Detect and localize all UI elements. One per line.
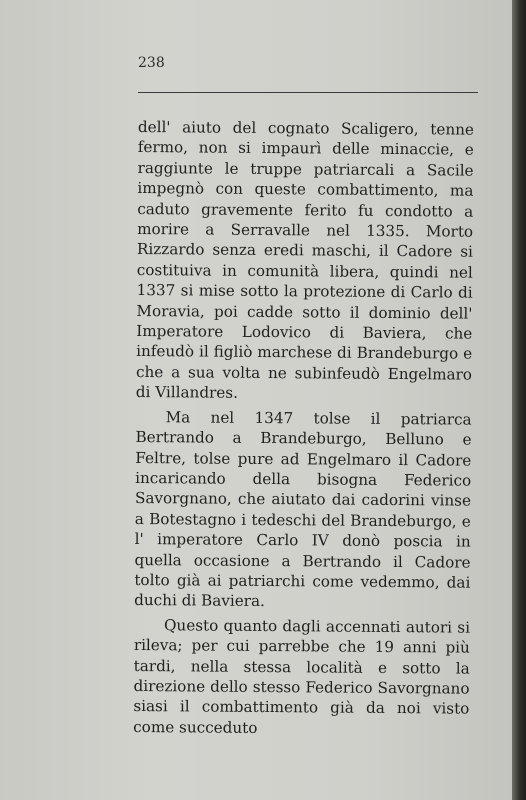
paragraph-1: dell' aiuto del cognato Scaligero, tenne fermo, non si impaurì delle minaccie, e raggiunte le truppe patriarcali a Sacile impegnò con queste combattimento, ma caduto gravemente ferito fu condotto a morire a Serravalle nel 1335. Morto Rizzardo senza eredi maschi, il Cadore si costituiva in comunità libera, quindi nel 1337 si mise sotto la protezione di Carlo di Moravia, poi cadde sotto il dominio dell' Imperatore Lodovico di Baviera, che infeudò il figliò marchese di Brandeburgo e che a sua volta ne subinfeudò Engelmaro di Villandres. bbox=[135, 117, 474, 403]
header-rule bbox=[138, 92, 478, 93]
body-text bbox=[133, 117, 474, 744]
paragraph-2: Ma nel 1347 tolse il patriarca Bertrando a Brandeburgo, Belluno e Feltre, tolse pure ad Engelmaro il Cadore incaricando della bisogna Federico Savorgnano, che aiutato dai cadorini vinse a Botestagno i tedeschi del Brandeburgo, e l' imperatore Carlo IV donò poscia in quella occasione a Bertrando il Cadore tolto già ai patriarchi come vedemmo, dai duchi di Baviera. bbox=[134, 407, 472, 611]
page-number: 238 bbox=[138, 55, 165, 71]
book-binding-edge bbox=[512, 0, 526, 800]
paragraph-3: Questo quanto dagli accennati autori si rileva; per cui parrebbe che 19 anni più tardi, nella stessa località e sotto la direzione dello stesso Federico Savorgnano siasi il combattimento già da noi visto come succeduto bbox=[133, 615, 471, 737]
